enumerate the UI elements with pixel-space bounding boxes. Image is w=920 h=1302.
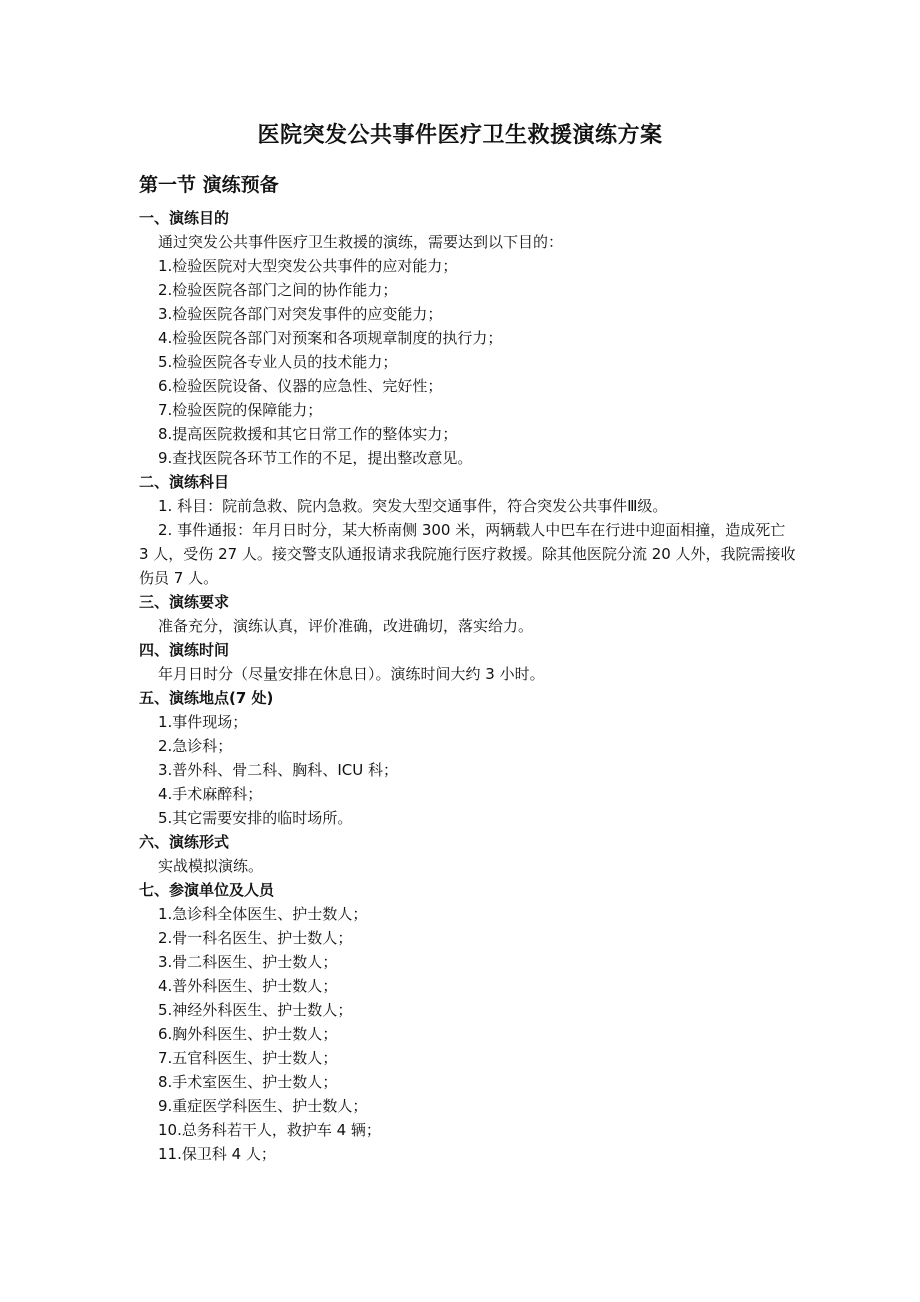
list-item: 4.手术麻醉科； (158, 785, 263, 803)
list-item: 5.检验医院各专业人员的技术能力； (158, 353, 398, 371)
part-purpose (139, 206, 799, 470)
list-item: 2.急诊科； (158, 737, 233, 755)
list-item: 3.骨二科医生、护士数人； (158, 953, 338, 971)
list-item: 7.五官科医生、护士数人； (158, 1049, 338, 1067)
list-item: 1.急诊科全体医生、护士数人； (158, 905, 368, 923)
document-title: 医院突发公共事件医疗卫生救援演练方案 (257, 123, 663, 148)
list-item: 4.检验医院各部门对预案和各项规章制度的执行力； (158, 329, 503, 347)
list-item: 2.检验医院各部门之间的协作能力； (158, 281, 398, 299)
part-heading: 六、演练形式 (139, 833, 230, 851)
list-item: 1.检验医院对大型突发公共事件的应对能力； (158, 257, 458, 275)
list-item: 6.胸外科医生、护士数人； (158, 1025, 338, 1043)
paragraph-line: 实战模拟演练。 (158, 857, 264, 875)
list-item: 11.保卫科 4 人； (158, 1145, 276, 1163)
part-participants (139, 878, 799, 1166)
list-item: 5.神经外科医生、护士数人； (158, 1001, 353, 1019)
list-item: 2.骨一科名医生、护士数人； (158, 929, 353, 947)
list-item: 9.重症医学科医生、护士数人； (158, 1097, 368, 1115)
section-title: 第一节 演练预备 (139, 174, 279, 196)
list-item: 3.普外科、骨二科、胸科、ICU 科； (158, 761, 398, 779)
list-item: 6.检验医院设备、仪器的应急性、完好性； (158, 377, 443, 395)
part-heading: 二、演练科目 (139, 473, 230, 491)
document-body (139, 206, 799, 1166)
part-time (139, 638, 799, 686)
paragraph-line: 准备充分，演练认真，评价准确，改进确切，落实给力。 (158, 617, 534, 635)
part-subjects (139, 470, 799, 590)
list-item: 1.事件现场； (158, 713, 248, 731)
list-item: 8.手术室医生、护士数人； (158, 1073, 338, 1091)
list-item: 3.检验医院各部门对突发事件的应变能力； (158, 305, 443, 323)
list-item: 5.其它需要安排的临时场所。 (158, 809, 353, 827)
list-item: 10.总务科若干人，救护车 4 辆； (158, 1121, 381, 1139)
part-heading: 七、参演单位及人员 (139, 881, 275, 899)
list-item: 4.普外科医生、护士数人； (158, 977, 338, 995)
list-item: 1. 科目：院前急救、院内急救。突发大型交通事件，符合突发公共事件Ⅲ级。 (158, 497, 668, 515)
part-heading: 三、演练要求 (139, 593, 230, 611)
incident-report-paragraph: 2. 事件通报：年月日时分，某大桥南侧 300 米，两辆载人中巴车在行进中迎面相撞，造成死亡 3 人，受伤 27 人。接交警支队通报请求我院施行医疗救援。除其他医院分流 20 人外，我院需接收伤员 7 人。 (139, 521, 796, 587)
part-requirements (139, 590, 799, 638)
part-locations (139, 686, 799, 830)
part-heading: 五、演练地点(7 处) (139, 689, 274, 707)
list-item: 8.提高医院救援和其它日常工作的整体实力； (158, 425, 458, 443)
list-item: 9.查找医院各环节工作的不足，提出整改意见。 (158, 449, 473, 467)
part-heading: 四、演练时间 (139, 641, 230, 659)
paragraph-line: 年月日时分（尽量安排在休息日）。演练时间大约 3 小时。 (158, 665, 545, 683)
part-format (139, 830, 799, 878)
paragraph-line: 通过突发公共事件医疗卫生救援的演练，需要达到以下目的： (158, 233, 564, 251)
list-item: 7.检验医院的保障能力； (158, 401, 323, 419)
part-heading: 一、演练目的 (139, 209, 230, 227)
